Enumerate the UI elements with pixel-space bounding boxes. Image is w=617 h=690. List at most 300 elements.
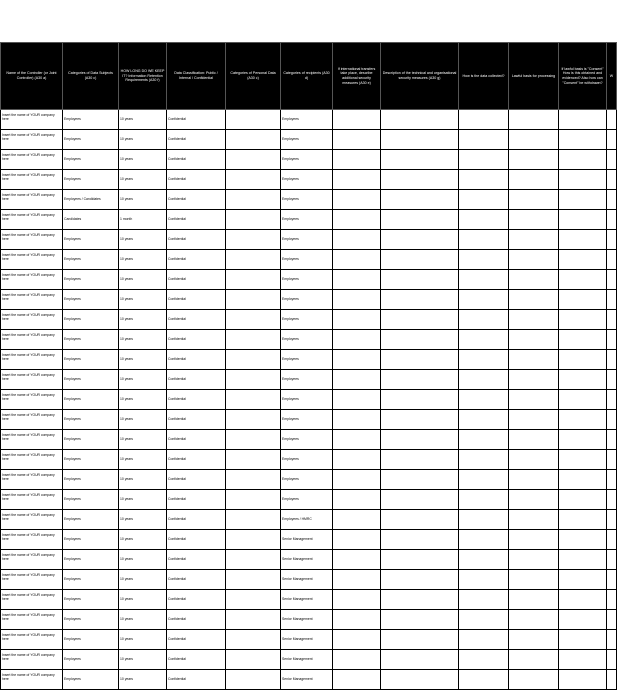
table-cell[interactable]: Employees — [63, 530, 119, 550]
table-cell[interactable] — [607, 550, 617, 570]
table-cell[interactable]: Employees — [281, 350, 333, 370]
table-cell[interactable] — [226, 190, 281, 210]
table-cell[interactable]: Employees — [63, 630, 119, 650]
table-cell[interactable] — [381, 570, 459, 590]
table-cell[interactable] — [333, 450, 381, 470]
table-cell[interactable] — [509, 530, 559, 550]
table-cell[interactable] — [333, 230, 381, 250]
table-cell[interactable]: Confidential — [167, 590, 226, 610]
table-cell[interactable] — [381, 450, 459, 470]
table-cell[interactable]: Confidential — [167, 390, 226, 410]
table-cell[interactable]: Confidential — [167, 630, 226, 650]
table-cell[interactable] — [226, 490, 281, 510]
table-cell[interactable] — [509, 610, 559, 630]
table-cell[interactable] — [226, 130, 281, 150]
table-cell[interactable]: Confidential — [167, 430, 226, 450]
table-cell[interactable]: Employees — [281, 110, 333, 130]
table-cell[interactable] — [459, 190, 509, 210]
table-cell[interactable]: 10 years — [119, 330, 167, 350]
table-cell[interactable] — [509, 390, 559, 410]
table-cell[interactable]: Employees — [281, 250, 333, 270]
table-cell[interactable]: 1 month — [119, 210, 167, 230]
table-cell[interactable]: 10 years — [119, 530, 167, 550]
table-cell[interactable]: Employees — [63, 270, 119, 290]
table-cell[interactable] — [459, 330, 509, 350]
table-cell[interactable] — [607, 570, 617, 590]
table-cell[interactable] — [459, 390, 509, 410]
table-cell[interactable] — [509, 330, 559, 350]
table-cell[interactable] — [381, 150, 459, 170]
table-cell[interactable]: Insert the name of YOUR company here — [1, 370, 63, 390]
table-cell[interactable] — [607, 150, 617, 170]
table-cell[interactable] — [333, 630, 381, 650]
table-cell[interactable]: Insert the name of YOUR company here — [1, 230, 63, 250]
column-header[interactable]: Data Classification: Public / Internal / Confidential — [167, 43, 226, 110]
table-cell[interactable] — [333, 490, 381, 510]
table-cell[interactable] — [459, 610, 509, 630]
table-cell[interactable] — [333, 170, 381, 190]
table-cell[interactable] — [226, 290, 281, 310]
table-cell[interactable] — [559, 550, 607, 570]
table-cell[interactable] — [607, 290, 617, 310]
table-cell[interactable] — [459, 170, 509, 190]
table-cell[interactable]: Employees — [281, 210, 333, 230]
table-cell[interactable] — [381, 350, 459, 370]
table-cell[interactable] — [459, 250, 509, 270]
table-cell[interactable]: Insert the name of YOUR company here — [1, 170, 63, 190]
table-cell[interactable] — [607, 630, 617, 650]
table-cell[interactable] — [509, 210, 559, 230]
table-cell[interactable] — [459, 570, 509, 590]
table-cell[interactable]: Employees — [63, 570, 119, 590]
table-cell[interactable]: Employees — [63, 150, 119, 170]
table-cell[interactable] — [509, 270, 559, 290]
table-cell[interactable] — [509, 150, 559, 170]
table-cell[interactable]: 10 years — [119, 570, 167, 590]
table-cell[interactable] — [459, 430, 509, 450]
table-cell[interactable] — [459, 410, 509, 430]
table-cell[interactable]: 10 years — [119, 590, 167, 610]
table-cell[interactable]: 10 years — [119, 130, 167, 150]
table-cell[interactable] — [459, 130, 509, 150]
table-cell[interactable]: Confidential — [167, 490, 226, 510]
table-cell[interactable]: Insert the name of YOUR company here — [1, 310, 63, 330]
table-cell[interactable]: Insert the name of YOUR company here — [1, 150, 63, 170]
table-cell[interactable]: Employees — [63, 350, 119, 370]
table-cell[interactable] — [381, 270, 459, 290]
table-cell[interactable] — [381, 170, 459, 190]
table-cell[interactable] — [333, 470, 381, 490]
table-cell[interactable]: Employees — [281, 490, 333, 510]
table-cell[interactable] — [381, 210, 459, 230]
table-cell[interactable] — [333, 550, 381, 570]
table-cell[interactable] — [226, 390, 281, 410]
table-cell[interactable] — [607, 350, 617, 370]
table-cell[interactable] — [381, 670, 459, 690]
table-cell[interactable] — [509, 650, 559, 670]
table-cell[interactable] — [559, 430, 607, 450]
table-cell[interactable]: Employees — [63, 430, 119, 450]
table-cell[interactable]: Employees / HMRC — [281, 510, 333, 530]
table-cell[interactable] — [459, 510, 509, 530]
table-cell[interactable] — [226, 250, 281, 270]
table-cell[interactable] — [333, 610, 381, 630]
table-cell[interactable]: 10 years — [119, 510, 167, 530]
table-cell[interactable]: Confidential — [167, 370, 226, 390]
table-cell[interactable] — [333, 130, 381, 150]
table-cell[interactable] — [333, 670, 381, 690]
table-cell[interactable] — [559, 510, 607, 530]
table-cell[interactable] — [333, 250, 381, 270]
table-cell[interactable] — [333, 290, 381, 310]
table-cell[interactable]: 10 years — [119, 430, 167, 450]
table-cell[interactable] — [509, 370, 559, 390]
table-cell[interactable]: Employees — [63, 130, 119, 150]
table-cell[interactable]: Senior Management — [281, 590, 333, 610]
table-cell[interactable]: Employees — [281, 370, 333, 390]
table-cell[interactable] — [333, 190, 381, 210]
table-cell[interactable] — [559, 410, 607, 430]
table-cell[interactable]: 10 years — [119, 110, 167, 130]
table-cell[interactable] — [559, 470, 607, 490]
table-cell[interactable] — [381, 430, 459, 450]
table-cell[interactable] — [333, 590, 381, 610]
table-cell[interactable] — [509, 590, 559, 610]
table-cell[interactable] — [459, 550, 509, 570]
table-cell[interactable]: Insert the name of YOUR company here — [1, 130, 63, 150]
table-cell[interactable] — [559, 530, 607, 550]
table-cell[interactable]: Confidential — [167, 350, 226, 370]
table-cell[interactable] — [226, 550, 281, 570]
table-cell[interactable] — [607, 470, 617, 490]
table-cell[interactable] — [459, 450, 509, 470]
table-cell[interactable]: Senior Management — [281, 670, 333, 690]
table-cell[interactable] — [381, 590, 459, 610]
table-cell[interactable] — [381, 190, 459, 210]
table-cell[interactable]: Insert the name of YOUR company here — [1, 470, 63, 490]
table-cell[interactable] — [559, 270, 607, 290]
table-cell[interactable] — [459, 150, 509, 170]
table-cell[interactable]: Senior Management — [281, 610, 333, 630]
table-cell[interactable] — [459, 650, 509, 670]
table-cell[interactable] — [381, 510, 459, 530]
table-cell[interactable] — [607, 450, 617, 470]
table-cell[interactable] — [226, 410, 281, 430]
table-cell[interactable] — [559, 330, 607, 350]
table-cell[interactable]: Senior Management — [281, 630, 333, 650]
table-cell[interactable] — [381, 230, 459, 250]
table-cell[interactable] — [509, 450, 559, 470]
table-cell[interactable] — [559, 110, 607, 130]
table-cell[interactable] — [559, 670, 607, 690]
table-cell[interactable]: Employees — [63, 450, 119, 470]
table-cell[interactable] — [381, 410, 459, 430]
table-cell[interactable]: Confidential — [167, 530, 226, 550]
table-cell[interactable] — [459, 230, 509, 250]
table-cell[interactable]: Employees — [281, 310, 333, 330]
table-cell[interactable] — [559, 570, 607, 590]
table-cell[interactable]: Employees — [281, 390, 333, 410]
table-cell[interactable] — [381, 470, 459, 490]
table-cell[interactable]: 10 years — [119, 630, 167, 650]
table-cell[interactable] — [333, 350, 381, 370]
table-cell[interactable] — [509, 570, 559, 590]
table-cell[interactable]: Employees — [281, 150, 333, 170]
table-cell[interactable]: Employees — [63, 510, 119, 530]
table-cell[interactable]: Confidential — [167, 290, 226, 310]
table-cell[interactable] — [559, 150, 607, 170]
table-cell[interactable] — [607, 110, 617, 130]
table-cell[interactable] — [333, 510, 381, 530]
table-cell[interactable] — [226, 650, 281, 670]
table-cell[interactable] — [607, 330, 617, 350]
table-cell[interactable] — [381, 630, 459, 650]
column-header[interactable]: Categories of Personal Data (A30 c) — [226, 43, 281, 110]
table-cell[interactable] — [607, 310, 617, 330]
table-cell[interactable]: 10 years — [119, 490, 167, 510]
table-cell[interactable]: Insert the name of YOUR company here — [1, 610, 63, 630]
table-cell[interactable]: Confidential — [167, 570, 226, 590]
table-cell[interactable] — [607, 170, 617, 190]
table-cell[interactable]: 10 years — [119, 150, 167, 170]
table-cell[interactable]: Employees — [63, 250, 119, 270]
table-cell[interactable]: Employees — [63, 470, 119, 490]
table-cell[interactable]: Insert the name of YOUR company here — [1, 110, 63, 130]
table-cell[interactable] — [459, 490, 509, 510]
table-cell[interactable] — [226, 350, 281, 370]
table-cell[interactable] — [459, 670, 509, 690]
table-cell[interactable] — [459, 530, 509, 550]
table-cell[interactable]: Confidential — [167, 150, 226, 170]
table-cell[interactable] — [559, 250, 607, 270]
table-cell[interactable] — [381, 610, 459, 630]
table-cell[interactable]: Insert the name of YOUR company here — [1, 350, 63, 370]
table-cell[interactable] — [333, 310, 381, 330]
table-cell[interactable] — [509, 170, 559, 190]
table-cell[interactable]: Employees — [281, 290, 333, 310]
table-cell[interactable] — [607, 510, 617, 530]
table-cell[interactable] — [607, 590, 617, 610]
table-cell[interactable] — [333, 410, 381, 430]
table-cell[interactable]: 10 years — [119, 290, 167, 310]
table-cell[interactable]: Insert the name of YOUR company here — [1, 670, 63, 690]
table-cell[interactable]: Insert the name of YOUR company here — [1, 430, 63, 450]
table-cell[interactable]: Employees — [63, 550, 119, 570]
table-cell[interactable]: Employees — [281, 190, 333, 210]
table-cell[interactable] — [509, 230, 559, 250]
table-cell[interactable] — [226, 610, 281, 630]
table-cell[interactable]: 10 years — [119, 190, 167, 210]
table-cell[interactable] — [381, 310, 459, 330]
table-cell[interactable] — [607, 130, 617, 150]
table-cell[interactable]: Employees — [281, 230, 333, 250]
table-cell[interactable]: Candidates — [63, 210, 119, 230]
table-cell[interactable]: Insert the name of YOUR company here — [1, 630, 63, 650]
table-cell[interactable] — [559, 290, 607, 310]
table-cell[interactable] — [333, 270, 381, 290]
table-cell[interactable]: 10 years — [119, 370, 167, 390]
table-cell[interactable]: Employees — [63, 610, 119, 630]
table-cell[interactable]: Insert the name of YOUR company here — [1, 410, 63, 430]
table-cell[interactable] — [333, 330, 381, 350]
table-cell[interactable]: Confidential — [167, 450, 226, 470]
table-cell[interactable] — [509, 410, 559, 430]
table-cell[interactable]: Confidential — [167, 610, 226, 630]
table-cell[interactable] — [509, 430, 559, 450]
table-cell[interactable]: 10 years — [119, 390, 167, 410]
table-cell[interactable] — [381, 110, 459, 130]
table-cell[interactable] — [333, 530, 381, 550]
column-header[interactable]: How is the data collected? — [459, 43, 509, 110]
table-cell[interactable]: 10 years — [119, 270, 167, 290]
table-cell[interactable]: 10 years — [119, 170, 167, 190]
table-cell[interactable] — [607, 250, 617, 270]
table-cell[interactable] — [559, 190, 607, 210]
table-cell[interactable] — [509, 670, 559, 690]
table-cell[interactable] — [226, 630, 281, 650]
table-cell[interactable] — [509, 290, 559, 310]
table-cell[interactable]: Insert the name of YOUR company here — [1, 210, 63, 230]
table-cell[interactable]: 10 years — [119, 610, 167, 630]
table-cell[interactable] — [607, 490, 617, 510]
table-cell[interactable]: 10 years — [119, 350, 167, 370]
table-cell[interactable] — [226, 310, 281, 330]
table-cell[interactable]: Confidential — [167, 190, 226, 210]
table-cell[interactable]: Senior Management — [281, 550, 333, 570]
table-cell[interactable] — [333, 210, 381, 230]
table-cell[interactable] — [509, 250, 559, 270]
table-cell[interactable]: 10 years — [119, 650, 167, 670]
table-cell[interactable]: Employees — [63, 290, 119, 310]
table-cell[interactable] — [226, 170, 281, 190]
table-cell[interactable] — [509, 550, 559, 570]
table-cell[interactable] — [226, 510, 281, 530]
table-cell[interactable] — [381, 130, 459, 150]
table-cell[interactable] — [607, 610, 617, 630]
table-cell[interactable] — [381, 330, 459, 350]
table-cell[interactable] — [226, 230, 281, 250]
table-cell[interactable]: Insert the name of YOUR company here — [1, 450, 63, 470]
table-cell[interactable] — [459, 210, 509, 230]
table-cell[interactable]: 10 years — [119, 310, 167, 330]
table-cell[interactable] — [509, 350, 559, 370]
table-cell[interactable] — [559, 370, 607, 390]
table-cell[interactable] — [459, 310, 509, 330]
table-cell[interactable] — [333, 430, 381, 450]
table-cell[interactable] — [607, 190, 617, 210]
table-cell[interactable] — [333, 370, 381, 390]
table-cell[interactable] — [226, 470, 281, 490]
table-cell[interactable]: Senior Management — [281, 650, 333, 670]
table-cell[interactable]: Confidential — [167, 170, 226, 190]
table-cell[interactable] — [607, 210, 617, 230]
table-cell[interactable] — [459, 370, 509, 390]
table-cell[interactable] — [226, 210, 281, 230]
table-cell[interactable]: Confidential — [167, 130, 226, 150]
table-cell[interactable]: Confidential — [167, 670, 226, 690]
table-cell[interactable]: Employees — [63, 370, 119, 390]
table-cell[interactable]: 10 years — [119, 670, 167, 690]
table-cell[interactable] — [559, 310, 607, 330]
table-cell[interactable] — [226, 370, 281, 390]
table-cell[interactable]: Insert the name of YOUR company here — [1, 550, 63, 570]
table-cell[interactable]: Insert the name of YOUR company here — [1, 490, 63, 510]
table-cell[interactable]: Confidential — [167, 250, 226, 270]
table-cell[interactable]: 10 years — [119, 250, 167, 270]
table-cell[interactable]: Confidential — [167, 650, 226, 670]
table-cell[interactable]: Employees — [63, 670, 119, 690]
table-cell[interactable]: Employees — [63, 490, 119, 510]
table-cell[interactable] — [559, 230, 607, 250]
table-cell[interactable]: Employees — [63, 650, 119, 670]
table-cell[interactable]: Confidential — [167, 510, 226, 530]
table-cell[interactable] — [559, 490, 607, 510]
table-cell[interactable]: Insert the name of YOUR company here — [1, 570, 63, 590]
table-cell[interactable] — [559, 210, 607, 230]
table-cell[interactable] — [226, 590, 281, 610]
table-cell[interactable]: Employees — [281, 410, 333, 430]
table-cell[interactable]: Employees — [63, 110, 119, 130]
table-cell[interactable]: Insert the name of YOUR company here — [1, 650, 63, 670]
table-cell[interactable]: Employees — [63, 230, 119, 250]
table-cell[interactable] — [333, 650, 381, 670]
table-cell[interactable]: 10 years — [119, 410, 167, 430]
table-cell[interactable] — [381, 490, 459, 510]
table-cell[interactable] — [226, 570, 281, 590]
table-cell[interactable]: 10 years — [119, 550, 167, 570]
table-cell[interactable]: Employees — [281, 450, 333, 470]
table-cell[interactable]: Insert the name of YOUR company here — [1, 530, 63, 550]
table-cell[interactable] — [559, 650, 607, 670]
table-cell[interactable] — [381, 370, 459, 390]
table-cell[interactable] — [607, 230, 617, 250]
table-cell[interactable]: Employees — [63, 170, 119, 190]
column-header[interactable]: If international transfers take place, describe additional security measures (A30 e) — [333, 43, 381, 110]
table-cell[interactable] — [333, 390, 381, 410]
table-cell[interactable] — [559, 630, 607, 650]
table-cell[interactable] — [509, 470, 559, 490]
table-cell[interactable] — [509, 130, 559, 150]
table-cell[interactable]: Employees — [281, 130, 333, 150]
table-cell[interactable]: Confidential — [167, 230, 226, 250]
table-cell[interactable] — [381, 650, 459, 670]
table-cell[interactable]: 10 years — [119, 470, 167, 490]
table-cell[interactable]: Insert the name of YOUR company here — [1, 270, 63, 290]
table-cell[interactable] — [509, 630, 559, 650]
table-cell[interactable]: Employees / Candidates — [63, 190, 119, 210]
table-cell[interactable] — [226, 330, 281, 350]
table-cell[interactable] — [509, 190, 559, 210]
table-cell[interactable] — [559, 610, 607, 630]
table-cell[interactable]: Insert the name of YOUR company here — [1, 510, 63, 530]
table-cell[interactable]: Confidential — [167, 110, 226, 130]
table-cell[interactable] — [226, 150, 281, 170]
table-cell[interactable] — [459, 470, 509, 490]
column-header[interactable]: HOW LONG DO WE KEEP IT? Information Retention Requirements (A30 f) — [119, 43, 167, 110]
column-header[interactable]: W — [607, 43, 617, 110]
column-header[interactable]: Name of the Controller (or Joint Controller) (A30 a) — [1, 43, 63, 110]
table-cell[interactable]: 10 years — [119, 450, 167, 470]
table-cell[interactable] — [226, 110, 281, 130]
table-cell[interactable] — [333, 570, 381, 590]
table-cell[interactable] — [333, 150, 381, 170]
table-cell[interactable] — [607, 650, 617, 670]
table-cell[interactable] — [559, 170, 607, 190]
table-cell[interactable]: Employees — [63, 310, 119, 330]
table-cell[interactable] — [607, 390, 617, 410]
table-cell[interactable] — [381, 250, 459, 270]
table-cell[interactable] — [333, 110, 381, 130]
